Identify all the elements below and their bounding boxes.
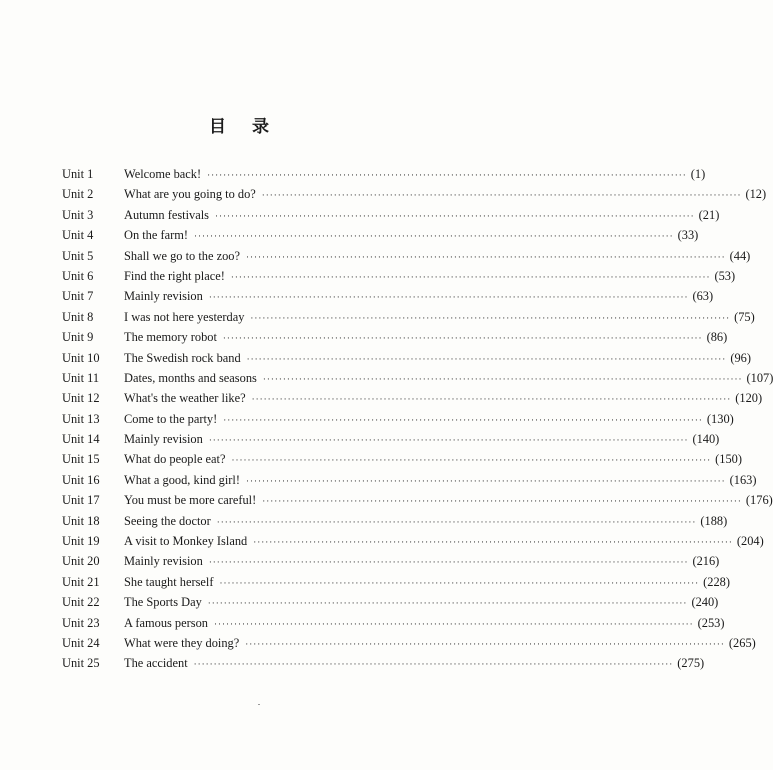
- lesson-title: What do people eat?: [124, 452, 226, 467]
- lesson-title: A visit to Monkey Island: [124, 534, 248, 549]
- toc-entry: [124, 470, 757, 491]
- toc-entry: [124, 368, 773, 389]
- dot-leader: ························································································································: [245, 638, 725, 649]
- lesson-title: Seeing the doctor: [124, 513, 211, 528]
- lesson-title: What were they doing?: [124, 635, 240, 650]
- toc-entry: [124, 409, 734, 430]
- page-number: (96): [730, 350, 751, 365]
- lesson-title: Autumn festivals: [124, 207, 210, 222]
- dot-leader: ························································································································: [231, 455, 712, 466]
- dot-leader: ························································································································: [223, 414, 703, 425]
- dot-leader: ························································································································: [245, 475, 726, 486]
- toc-entry: [124, 164, 706, 185]
- toc-row[interactable]: [62, 633, 756, 653]
- page-number: (21): [698, 207, 720, 222]
- lesson-title: Mainly revision: [124, 289, 203, 304]
- page-number: (204): [736, 534, 764, 549]
- toc-row[interactable]: [62, 286, 714, 306]
- toc-entry: [124, 633, 756, 654]
- table-of-contents: [62, 164, 773, 674]
- lesson-title: The Sports Day: [124, 595, 202, 610]
- toc-row[interactable]: [62, 449, 742, 469]
- toc-entry: [124, 551, 720, 572]
- toc-row[interactable]: [62, 348, 751, 368]
- dot-leader: ························································································································: [251, 394, 732, 405]
- dot-leader: ························································································································: [208, 557, 689, 568]
- page-number: (12): [745, 187, 767, 202]
- lesson-title: Welcome back!: [124, 167, 202, 181]
- page-number: (130): [706, 411, 734, 426]
- lesson-title: What are you going to do?: [124, 187, 256, 202]
- toc-entry: [124, 327, 728, 348]
- page-number: (33): [677, 228, 699, 243]
- toc-entry: [124, 388, 763, 409]
- unit-label: Unit 5: [62, 248, 94, 263]
- unit-label: Unit 20: [62, 554, 100, 569]
- lesson-title: What a good, kind girl!: [124, 472, 240, 487]
- unit-label: Unit 24: [62, 635, 100, 650]
- toc-row[interactable]: [62, 653, 705, 673]
- toc-entry: [124, 429, 720, 450]
- dot-leader: ························································································································: [208, 435, 689, 446]
- dot-leader: ························································································································: [213, 618, 694, 629]
- lesson-title: What's the weather like?: [124, 391, 246, 406]
- dot-leader: ························································································································: [207, 598, 688, 609]
- unit-label: Unit 7: [62, 289, 94, 304]
- page-number: (1): [690, 167, 706, 181]
- page-number: (63): [692, 289, 714, 304]
- page-number: (265): [728, 635, 756, 650]
- page-number: (75): [734, 309, 755, 324]
- toc-entry: [124, 511, 728, 532]
- unit-label: Unit 13: [62, 411, 100, 426]
- unit-label: Unit 23: [62, 615, 100, 630]
- page-number: (188): [700, 513, 728, 528]
- page-number: (176): [745, 493, 773, 508]
- page-number: (107): [746, 370, 773, 385]
- toc-row[interactable]: [62, 246, 751, 266]
- page-title: 目录: [209, 117, 295, 137]
- lesson-title: Mainly revision: [124, 554, 203, 569]
- unit-label: Unit 4: [62, 228, 94, 243]
- page-number: (150): [715, 452, 742, 467]
- toc-entry: [124, 490, 773, 511]
- toc-row[interactable]: [62, 164, 706, 184]
- page-number: (163): [729, 472, 757, 487]
- dot-leader: ························································································································: [194, 231, 674, 242]
- unit-label: Unit 1: [62, 167, 94, 181]
- lesson-title: On the farm!: [124, 228, 188, 243]
- lesson-title: Come to the party!: [124, 411, 218, 426]
- toc-entry: [124, 531, 764, 552]
- toc-entry: [124, 286, 714, 307]
- toc-entry: [124, 307, 755, 328]
- unit-label: Unit 22: [62, 595, 100, 610]
- toc-entry: [124, 225, 699, 246]
- lesson-title: Mainly revision: [124, 432, 203, 447]
- toc-entry: [124, 246, 751, 267]
- toc-row[interactable]: [62, 592, 719, 612]
- unit-label: Unit 14: [62, 432, 100, 447]
- unit-label: Unit 19: [62, 534, 100, 549]
- dot-leader: ························································································································: [245, 251, 726, 262]
- toc-row[interactable]: [62, 225, 699, 245]
- toc-row[interactable]: [62, 307, 755, 327]
- dot-leader: ························································································································: [250, 312, 731, 323]
- toc-entry: [124, 266, 736, 287]
- lesson-title: The memory robot: [124, 330, 217, 345]
- unit-label: Unit 8: [62, 309, 94, 324]
- toc-row[interactable]: [62, 613, 725, 633]
- unit-label: Unit 16: [62, 472, 100, 487]
- unit-label: Unit 3: [62, 207, 94, 222]
- dot-leader: ························································································································: [253, 537, 733, 548]
- unit-label: Unit 9: [62, 330, 94, 345]
- dot-leader: ························································································································: [262, 373, 743, 384]
- dot-leader: ························································································································: [230, 271, 711, 282]
- toc-entry: [124, 449, 742, 470]
- toc-row[interactable]: [62, 531, 764, 551]
- toc-row[interactable]: [62, 205, 720, 225]
- unit-label: Unit 6: [62, 268, 94, 283]
- toc-entry: [124, 592, 719, 613]
- toc-row[interactable]: [62, 409, 734, 429]
- dot-leader: ························································································································: [208, 292, 689, 303]
- dot-leader: ························································································································: [246, 353, 727, 364]
- lesson-title: You must be more careful!: [124, 493, 257, 508]
- toc-row[interactable]: [62, 429, 720, 449]
- page-number: (275): [677, 656, 705, 671]
- toc-row[interactable]: [62, 572, 730, 592]
- lesson-title: Dates, months and seasons: [124, 370, 257, 385]
- page-number: (44): [729, 248, 751, 263]
- page-number: (86): [706, 330, 728, 345]
- toc-entry: [124, 184, 767, 205]
- lesson-title: The accident: [124, 656, 188, 671]
- lesson-title: I was not here yesterday: [124, 309, 245, 324]
- toc-row[interactable]: [62, 368, 773, 388]
- lesson-title: Find the right place!: [124, 268, 225, 283]
- toc-row[interactable]: [62, 184, 767, 204]
- unit-label: Unit 18: [62, 513, 100, 528]
- unit-label: Unit 2: [62, 187, 94, 202]
- lesson-title: She taught herself: [124, 574, 214, 589]
- unit-label: Unit 15: [62, 452, 100, 467]
- lesson-title: A famous person: [124, 615, 208, 630]
- toc-row[interactable]: [62, 470, 757, 490]
- toc-row[interactable]: [62, 511, 728, 531]
- unit-label: Unit 12: [62, 391, 100, 406]
- dot-leader: ························································································································: [261, 190, 742, 201]
- page-number: (240): [691, 595, 719, 610]
- dot-leader: ························································································································: [219, 577, 700, 588]
- dot-leader: ························································································································: [222, 333, 703, 344]
- page-number: (216): [692, 554, 720, 569]
- unit-label: Unit 25: [62, 656, 100, 671]
- lesson-title: Shall we go to the zoo?: [124, 248, 240, 263]
- toc-row[interactable]: [62, 388, 763, 408]
- unit-label: Unit 11: [62, 370, 100, 385]
- dot-leader: ························································································································: [215, 210, 695, 221]
- toc-row[interactable]: [62, 551, 720, 571]
- unit-label: Unit 10: [62, 350, 100, 365]
- dot-leader: ························································································································: [193, 659, 674, 670]
- toc-row[interactable]: [62, 327, 728, 347]
- toc-entry: [124, 653, 705, 674]
- page-number: (140): [692, 432, 720, 447]
- toc-entry: [124, 572, 730, 593]
- dot-leader: ························································································································: [216, 516, 697, 527]
- toc-entry: [124, 205, 720, 226]
- toc-row[interactable]: [62, 266, 736, 286]
- dot-leader: ························································································································: [262, 496, 742, 507]
- page-number: (253): [697, 615, 725, 630]
- toc-entry: [124, 348, 751, 369]
- lesson-title: The Swedish rock band: [124, 350, 241, 365]
- unit-label: Unit 17: [62, 493, 100, 508]
- page-number: (53): [714, 268, 736, 283]
- toc-entry: [124, 613, 725, 634]
- page-number: (228): [703, 574, 730, 589]
- page-number: (120): [735, 391, 763, 406]
- page-mark: [258, 704, 260, 705]
- dot-leader: ························································································································: [207, 170, 687, 180]
- unit-label: Unit 21: [62, 574, 100, 589]
- toc-row[interactable]: [62, 490, 773, 510]
